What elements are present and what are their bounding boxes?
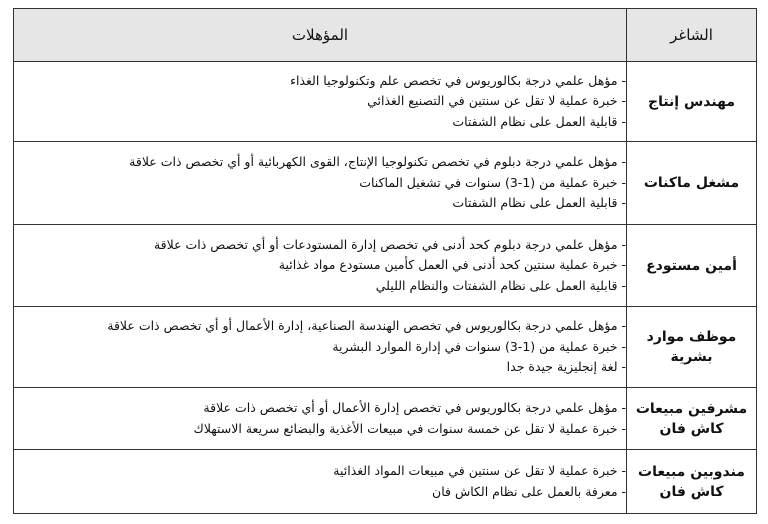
qualification-item: - مؤهل علمي درجة دبلوم كحد أدنى في تخصص إدارة المستودعات أو أي تخصص ذات علاقة — [153, 236, 626, 252]
qualifications-cell — [14, 62, 627, 142]
table-header-row — [14, 9, 757, 62]
qualification-item: - معرفة بالعمل على نظام الكاش فان — [432, 483, 626, 499]
qualification-item: - قابلية العمل على نظام الشفتات — [452, 195, 626, 211]
qualifications-cell — [14, 307, 627, 388]
job-title: مشرفين مبيعات كاش فان — [627, 388, 757, 450]
table-row — [14, 450, 757, 514]
vacancies-table — [13, 8, 757, 514]
qualification-item: - قابلية العمل على نظام الشفتات — [452, 113, 626, 129]
qualification-item: - مؤهل علمي درجة بكالوريوس في تخصص إدارة الأعمال أو أي تخصص ذات علاقة — [203, 400, 626, 415]
table-row — [14, 142, 757, 225]
job-title: موظف موارد بشرية — [627, 307, 757, 388]
qualifications-list — [14, 316, 626, 378]
job-title: مندوبين مبيعات كاش فان — [627, 450, 757, 514]
job-title: أمين مستودع — [627, 225, 757, 307]
header-job: الشاغر — [627, 9, 757, 62]
header-qualifications: المؤهلات — [14, 9, 627, 62]
qualification-item: - خبرة عملية لا تقل عن سنتين في مبيعات المواد الغذائية — [333, 463, 626, 478]
table-row — [14, 307, 757, 388]
qualification-item: - مؤهل علمي درجة بكالوريوس في تخصص علم وتكنولوجيا الغذاء — [290, 72, 626, 88]
table-row — [14, 388, 757, 450]
qualifications-list — [14, 235, 626, 297]
qualifications-list — [14, 461, 626, 502]
qualification-item: - خبرة عملية من (1-3) سنوات في إدارة الموارد البشرية — [332, 338, 626, 354]
qualifications-list — [14, 152, 626, 214]
job-title: مشغل ماكنات — [627, 142, 757, 225]
qualifications-cell — [14, 450, 627, 514]
qualifications-cell — [14, 142, 627, 225]
qualifications-list — [14, 398, 626, 439]
qualifications-list — [14, 71, 626, 133]
qualifications-cell — [14, 388, 627, 450]
table-row — [14, 62, 757, 142]
qualification-item: - خبرة عملية من (1-3) سنوات في تشغيل الماكنات — [359, 174, 626, 190]
qualification-item: - خبرة عملية سنتين كحد أدنى في العمل كأمين مستودع مواد غذائية — [278, 257, 626, 273]
job-title: مهندس إنتاج — [627, 62, 757, 142]
table-row — [14, 225, 757, 307]
qualification-item: - قابلية العمل على نظام الشفتات والنظام الليلي — [375, 277, 626, 293]
qualification-item: - خبرة عملية لا تقل عن سنتين في التصنيع الغذائي — [367, 93, 626, 109]
qualification-item: - خبرة عملية لا تقل عن خمسة سنوات في مبيعات الأغذية والبضائع سريعة الاستهلاك — [193, 420, 626, 436]
qualification-item: - مؤهل علمي درجة دبلوم في تخصص تكنولوجيا الإنتاج، القوى الكهربائية أو أي تخصص ذات علاقة — [129, 154, 626, 170]
qualification-item: - مؤهل علمي درجة بكالوريوس في تخصص الهندسة الصناعية، إدارة الأعمال أو أي تخصص ذات علاقة — [107, 318, 626, 334]
qualifications-cell — [14, 225, 627, 307]
qualification-item: - لغة إنجليزية جيدة جدا — [506, 359, 626, 375]
